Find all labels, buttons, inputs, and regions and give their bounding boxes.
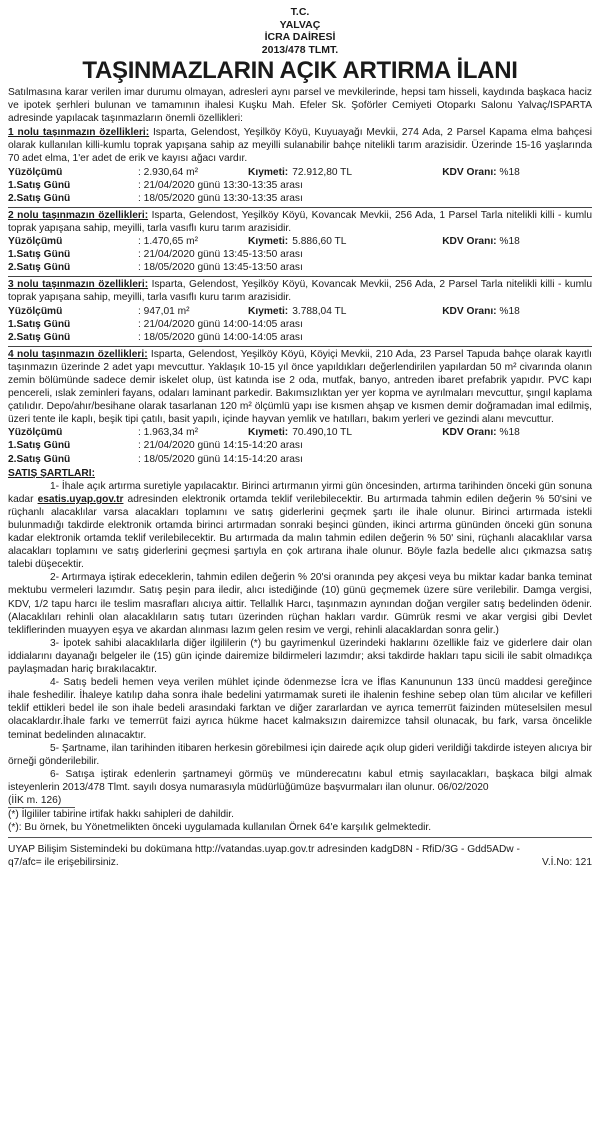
- sale1-label: 1.Satış Günü: [8, 318, 71, 330]
- divider: [8, 276, 592, 277]
- property-1-text: [8, 126, 592, 165]
- property-1-area: : 2.930,64 m²: [138, 166, 199, 178]
- conditions-title: SATIŞ ŞARTLARI:: [8, 467, 95, 479]
- property-1-value: 72.912,80 TL: [292, 166, 353, 178]
- property-2-area-row: [8, 235, 592, 248]
- header-file-no: 2013/478 TLMT.: [261, 43, 339, 56]
- footer-access-text: UYAP Bilişim Sistemindeki bu dokümana http://vatandas.uyap.gov.tr adresinden kadgD8N - RfiD/3G - Gdd5ADw - q7/afc= ile erişebilirsiniz.: [8, 844, 520, 869]
- property-4-text: [8, 348, 592, 427]
- property-4-sale1: : 21/04/2020 günü 14:15-14:20 arası: [138, 440, 303, 452]
- property-3-area-row: [8, 305, 592, 318]
- property-3: [8, 278, 592, 343]
- property-1-area-row: [8, 166, 592, 179]
- footer: [8, 843, 592, 869]
- area-label: Yüzölçümü: [8, 166, 63, 178]
- footnote-1: (*) İlgililer tabirine irtifak hakkı sahipleri de dahildir.: [8, 809, 234, 821]
- property-3-kdv: %18: [499, 305, 520, 317]
- property-1-sale1-row: [8, 179, 592, 192]
- kdv-label: KDV Oranı:: [442, 305, 497, 317]
- footnote-2: (*): Bu örnek, bu Yönetmelikten önceki uygulamada kullanılan Örnek 64'e karşılık gelmektedir.: [8, 822, 432, 834]
- footer-version: V.İ.No: 121: [541, 857, 592, 869]
- area-label: Yüzölçümü: [8, 305, 63, 317]
- condition-5: 5- Şartname, ilan tarihinden itibaren herkesin görebilmesi için dairede açık olup gideri verildiği takdirde isteyen alıcıya bir örneği gönderilebilir.: [8, 742, 592, 767]
- property-3-text: [8, 278, 592, 304]
- property-2-heading: 2 nolu taşınmazın özellikleri:: [8, 209, 149, 221]
- property-2-kdv: %18: [499, 236, 520, 248]
- property-4-area-row: [8, 426, 592, 439]
- property-4: [8, 348, 592, 466]
- header-town: YALVAÇ: [279, 18, 321, 31]
- property-3-area: : 947,01 m²: [138, 305, 190, 317]
- property-2: [8, 209, 592, 274]
- sale1-label: 1.Satış Günü: [8, 249, 71, 261]
- property-4-kdv: %18: [499, 427, 520, 439]
- property-2-sale2: : 18/05/2020 günü 13:45-13:50 arası: [138, 262, 303, 274]
- sale2-label: 2.Satış Günü: [8, 331, 71, 343]
- property-3-sale2: : 18/05/2020 günü 14:00-14:05 arası: [138, 331, 303, 343]
- property-4-sale1-row: [8, 439, 592, 452]
- property-4-description: Isparta, Gelendost, Yeşilköy Köyü, Köyiçi Mevkii, 210 Ada, 23 Parsel Tapuda bahçe olarak kayıtlı taşınmazın üzerinde 2 adet yapı mevcuttur. Yaklaşık 10-15 yıl önce yapıldıkları değerlendirilen yapılardan 50 m² civarında olanın zemin bölümünde sadece demir iskelet olup, üst katında ise 2 oda, mutfak, banyo, antreden ibaret prefabrik yapıdır. PVC kapı pencereli, ıslak zeminleri fayans, odaları laminant parkedir. Bakımsızlıktan yer yer kopma ve ayrılmaları mevcuttur, şıngıl kaplama çatılıdır. Depo/ahır/besihane olarak tasarlanan 120 m² ölçümlü yapı ise kısmen ahşap ve kısmen demir doğramadan imal edilmiş, üzeri tente ile kaplı, beşik tipi çatılı, basit yapılı, içinde hayvan yemlik ve hatılları, bakım yerleri ve gezindi alanı mevcuttur.: [8, 348, 592, 426]
- property-4-heading: 4 nolu taşınmazın özellikleri:: [8, 348, 148, 360]
- property-1: [8, 126, 592, 205]
- property-2-sale1-row: [8, 248, 592, 261]
- value-label: Kıymeti:: [248, 427, 289, 439]
- esatis-link[interactable]: esatis.uyap.gov.tr: [37, 493, 124, 505]
- condition-2: 2- Artırmaya iştirak edeceklerin, tahmin edilen değerin % 20'si oranında pey akçesi veya bu miktar kadar banka teminat mektubu vermeleri lazımdır. Satış peşin para iledir, alıcı istediğinde (10) günü geçmemek üzere süre verilebilir. Damga vergisi, KDV, 1/2 tapu harcı ile teslim masrafları alıcıya aittir. Tellallık Harcı, taşınmazın aynından doğan vergiler satış bedelinden ödenir. (Alacaklıları rehinli olan alacaklıların satış tutarı üzerinden rüçhan hakları vardır. Gümrük resmi ve akar vergisi gibi Devlet tekliflerinden muayyen eşya ve akardan alınması lazım gelen resim ve vergi, rehinli alacaklardan sonra gelir.): [8, 572, 592, 636]
- law-reference-row: [8, 794, 592, 808]
- sale2-label: 2.Satış Günü: [8, 192, 71, 204]
- property-3-sale2-row: [8, 331, 592, 344]
- property-2-sale2-row: [8, 261, 592, 274]
- property-1-description: Isparta, Gelendost, Yeşilköy Köyü, Kuyuayağı Mevkii, 274 Ada, 2 Parsel Kapama elma bahçesi olarak kullanılan killi-kumlu toprak yapışana sahip az meyilli sulanabilir bahçe nitelikli tarım arazisidir. Üzerinde 15-16 yaşlarında 70 adet elma, 1'er adet de erik ve kayısı ağacı vardır.: [8, 127, 592, 165]
- value-label: Kıymeti:: [248, 166, 289, 178]
- property-2-sale1: : 21/04/2020 günü 13:45-13:50 arası: [138, 249, 303, 261]
- value-label: Kıymeti:: [248, 305, 289, 317]
- property-3-value: 3.788,04 TL: [292, 305, 347, 317]
- intro-paragraph: Satılmasına karar verilen imar durumu olmayan, adresleri aynı parsel ve mevkilerinde, hepsi tam hisseli, kaydında başkaca haciz ve ipotek şerhleri bulunan ve tamamının ihalesi Kuşku Mah. Efeler Sk. Şoförler Cemiyeti Otoparkı Salonu Yalvaç/ISPARTA adresinde yapılacak taşınmazların önemli özellikleri:: [8, 87, 592, 125]
- property-4-sale2: : 18/05/2020 günü 14:15-14:20 arası: [138, 453, 303, 465]
- property-2-value: 5.886,60 TL: [292, 236, 347, 248]
- property-3-heading: 3 nolu taşınmazın özellikleri:: [8, 279, 149, 291]
- sale2-label: 2.Satış Günü: [8, 453, 71, 465]
- property-1-sale2-row: [8, 192, 592, 205]
- divider: [8, 837, 592, 838]
- kdv-label: KDV Oranı:: [442, 236, 497, 248]
- condition-1-text-a: 1- İhale açık artırma suretiyle yapılacaktır. Birinci artırmanın yirmi gün öncesinden, artırma tarihinden önceki gün sonuna kadar: [8, 480, 592, 505]
- property-4-area: : 1.963,34 m²: [138, 427, 199, 439]
- property-1-kdv: %18: [499, 166, 520, 178]
- property-2-text: [8, 209, 592, 235]
- sale2-label: 2.Satış Günü: [8, 262, 71, 274]
- property-1-sale2: : 18/05/2020 günü 13:30-13:35 arası: [138, 192, 303, 204]
- sale1-label: 1.Satış Günü: [8, 440, 71, 452]
- condition-3: 3- İpotek sahibi alacaklılarla diğer ilgililerin (*) bu gayrimenkul üzerindeki haklarını özellikle faiz ve giderlere dair olan iddialarını dayanağı belgeler ile (15) gün içinde dairemize bildirmeleri lazımdır; aksi takdirde hakları tapu sicili ile sabit olmadıkça paylaşmadan hariç bırakılacaktır.: [8, 637, 592, 676]
- property-4-sale2-row: [8, 453, 592, 466]
- property-3-sale1: : 21/04/2020 günü 14:00-14:05 arası: [138, 318, 303, 330]
- value-label: Kıymeti:: [248, 236, 289, 248]
- page-title: TAŞINMAZLARIN AÇIK ARTIRMA İLANI: [82, 57, 518, 84]
- condition-1-text-b: adresinden elektronik ortamda teklif verilebilecektir. Bu artırmada tahmin edilen değerin % 50'sini ve rüçhanlı alacaklılar varsa alacakları toplamını ve satış giderlerini geçmek şartı ile ihale olunur. Birinci artırmada istekli bulunmadığı takdirde elektronik ortamda birinci artırmadan sonraki beşinci günden, ikinci artırma gününden önceki gün sonuna kadar elektronik ortamda teklif verilebilecektir. Bu artırmada da malın tahmin edilen değerin % 50' sini, rüçhanlı alacaklılar varsa alacakları toplamını ve satış giderlerini geçmesi şartıyla en çok artırana ihale olunur. Böyle fazla bedelle alıcı çıkmazsa satış talebi düşecektir.: [8, 493, 592, 571]
- area-label: Yüzölçümü: [8, 427, 63, 439]
- area-label: Yüzölçümü: [8, 236, 63, 248]
- header-block: [8, 6, 592, 56]
- header-country: T.C.: [290, 6, 310, 18]
- property-3-description: Isparta, Gelendost, Yeşilköy Köyü, Kovancak Mevkii, 256 Ada, 2 Parsel Tarla nitelikli killi - kumlu toprak yapışana sahip, meyilli, tarla vasıflı kuru tarım arazisidir.: [8, 279, 592, 304]
- property-1-heading: 1 nolu taşınmazın özellikleri:: [8, 127, 150, 139]
- property-2-description: Isparta, Gelendost, Yeşilköy Köyü, Kovancak Mevkii, 256 Ada, 1 Parsel Tarla nitelikli killi - kumlu toprak yapışana sahip, meyilli, tarla vasıflı kuru tarım arazisidir.: [8, 209, 592, 234]
- condition-6: 6- Satışa iştirak edenlerin şartnameyi görmüş ve münderecatını kabul etmiş sayılacakları, başkaca bilgi almak isteyenlerin 2013/478 Tlmt. sayılı dosya numarasıyla müdürlüğümüze başvurmaları ilan olunur. 06/02/2020: [8, 768, 592, 793]
- property-2-area: : 1.470,65 m²: [138, 236, 199, 248]
- law-reference: (İİK m. 126): [8, 794, 75, 808]
- property-1-sale1: : 21/04/2020 günü 13:30-13:35 arası: [138, 179, 303, 191]
- condition-1: [8, 480, 592, 572]
- kdv-label: KDV Oranı:: [442, 427, 497, 439]
- divider: [8, 346, 592, 347]
- property-4-value: 70.490,10 TL: [292, 427, 353, 439]
- divider: [8, 207, 592, 208]
- condition-4: 4- Satış bedeli hemen veya verilen mühlet içinde ödenmezse İcra ve İflas Kanununun 133 üncü maddesi gereğince ihale feshedilir. İhaleye katılıp daha sonra ihale bedelini yatırmamak sureti ile ihalenin feshine sebep olan tüm alıcılar ve kefilleri teklif ettikleri bedel ile son ihale bedeli arasındaki farktan ve diğer zararlardan ve ayrıca temerrüt faizinden müteselsilen mesul olacaklardır.İhale farkı ve temerrüt faizi ayrıca hükme hacet kalmaksızın dairemizce tahsil olunacak, bu fark, varsa öncelikle teminat bedelinden alınacaktır.: [8, 677, 592, 741]
- sale1-label: 1.Satış Günü: [8, 179, 71, 191]
- property-3-sale1-row: [8, 318, 592, 331]
- header-office: İCRA DAİRESİ: [264, 31, 336, 43]
- kdv-label: KDV Oranı:: [442, 166, 497, 178]
